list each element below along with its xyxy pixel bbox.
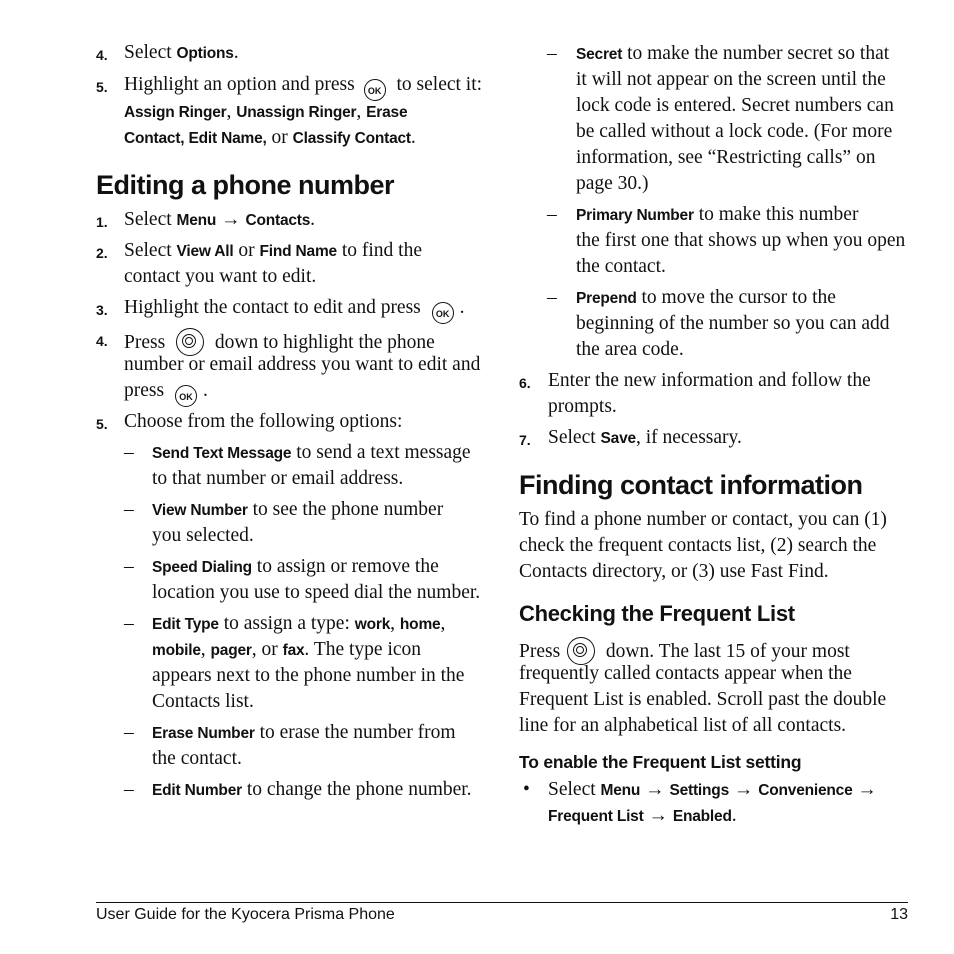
option-send-text-message: Send Text Message to send a text message [152,442,471,463]
paragraph-line: To find a phone number or contact, you can (1) [519,509,887,530]
step-4-text: Select Options. [124,42,239,63]
option-line: it will not appear on the screen until the [576,69,886,90]
option-line: location you use to speed dial the number. [152,582,481,603]
step-number: 4. [96,333,108,349]
step-number: 2. [96,245,108,261]
procedure-heading: To enable the Frequent List setting [519,752,802,772]
step-5-line2: Assign Ringer, Unassign Ringer, Erase [124,101,408,122]
dash-bullet: – [124,722,134,743]
navigation-key-icon [567,637,595,665]
dash-bullet: – [547,287,557,308]
dash-bullet: – [124,499,134,520]
edit-step-4-line3: press OK . [124,380,208,407]
page-footer [96,902,908,923]
option-line: lock code is entered. Secret numbers can [576,95,894,116]
option-line: Contacts list. [152,691,254,712]
option-view-number: View Number to see the phone number [152,499,444,520]
frequent-list-bullet: Select Menu → Settings → Convenience → [548,779,877,800]
dash-bullet: – [124,442,134,463]
frequent-list-bullet-line2: Frequent List → Enabled. [548,805,737,826]
option-secret: Secret to make the number secret so that [576,43,890,64]
option-line: the contact. [576,256,666,277]
edit-step-2-line2: contact you want to edit. [124,266,317,287]
edit-step-7: Select Save, if necessary. [548,427,742,448]
step-number: 1. [96,214,108,230]
step-number: 5. [96,416,108,432]
paragraph-line: frequently called contacts appear when the [519,663,852,684]
edit-step-1: Select Menu → Contacts. [124,209,316,230]
step-5-line3: Contact, Edit Name, or Classify Contact. [124,127,416,148]
edit-step-3: Highlight the contact to edit and press OK . [124,297,465,324]
edit-step-6-line2: prompts. [548,396,617,417]
option-line: mobile, pager, or fax. The type icon [152,639,422,660]
option-primary-number: Primary Number to make this number [576,204,859,225]
paragraph-line: Contacts directory, or (3) use Fast Find. [519,561,829,582]
footer-title: User Guide for the Kyocera Prisma Phone [96,906,395,923]
dash-bullet: – [124,613,134,634]
dash-bullet: – [124,779,134,800]
edit-step-4-line2: number or email address you want to edit and [124,354,481,375]
option-line: the area code. [576,339,684,360]
edit-step-2: Select View All or Find Name to find the [124,240,422,261]
option-line: beginning of the number so you can add [576,313,890,334]
ok-key-icon: OK [175,385,197,407]
option-erase-number: Erase Number to erase the number from [152,722,456,743]
subsection-heading: Checking the Frequent List [519,601,795,626]
dash-bullet: – [547,204,557,225]
step-number: 7. [519,432,531,448]
option-line: be called without a lock code. (For more [576,121,893,142]
page-number: 13 [890,906,908,923]
option-edit-number: Edit Number to change the phone number. [152,779,472,800]
option-edit-type: Edit Type to assign a type: work, home, [152,613,446,634]
option-line: appears next to the phone number in the [152,665,465,686]
step-number: 3. [96,302,108,318]
option-line: to that number or email address. [152,468,404,489]
section-heading: Finding contact information [519,470,863,500]
option-line: page 30.) [576,173,649,194]
option-prepend: Prepend to move the cursor to the [576,287,836,308]
edit-step-6: Enter the new information and follow the [548,370,871,391]
option-line: information, see “Restricting calls” on [576,147,876,168]
step-number: 6. [519,375,531,391]
ok-key-icon: OK [432,302,454,324]
paragraph-line: check the frequent contacts list, (2) search the [519,535,877,556]
option-line: you selected. [152,525,254,546]
option-speed-dialing: Speed Dialing to assign or remove the [152,556,439,577]
ok-key-icon: OK [364,79,386,101]
dash-bullet: – [124,556,134,577]
bullet-dot: • [523,779,530,800]
menu-option: Options [176,45,234,62]
frequent-list-text: Press down. The last 15 of your most [519,637,850,665]
paragraph-line: line for an alphabetical list of all contacts. [519,715,847,736]
edit-step-4: Press down to highlight the phone [124,328,435,356]
option-line: the contact. [152,748,242,769]
dash-bullet: – [547,43,557,64]
step-5-line1: Highlight an option and press OK to select it: [124,74,482,101]
navigation-key-icon [176,328,204,356]
section-heading: Editing a phone number [96,170,394,200]
paragraph-line: Frequent List is enabled. Scroll past the double [519,689,887,710]
option-line: the first one that shows up when you open [576,230,906,251]
step-number: 5. [96,79,108,95]
edit-step-5: Choose from the following options: [124,411,403,432]
step-number: 4. [96,47,108,63]
